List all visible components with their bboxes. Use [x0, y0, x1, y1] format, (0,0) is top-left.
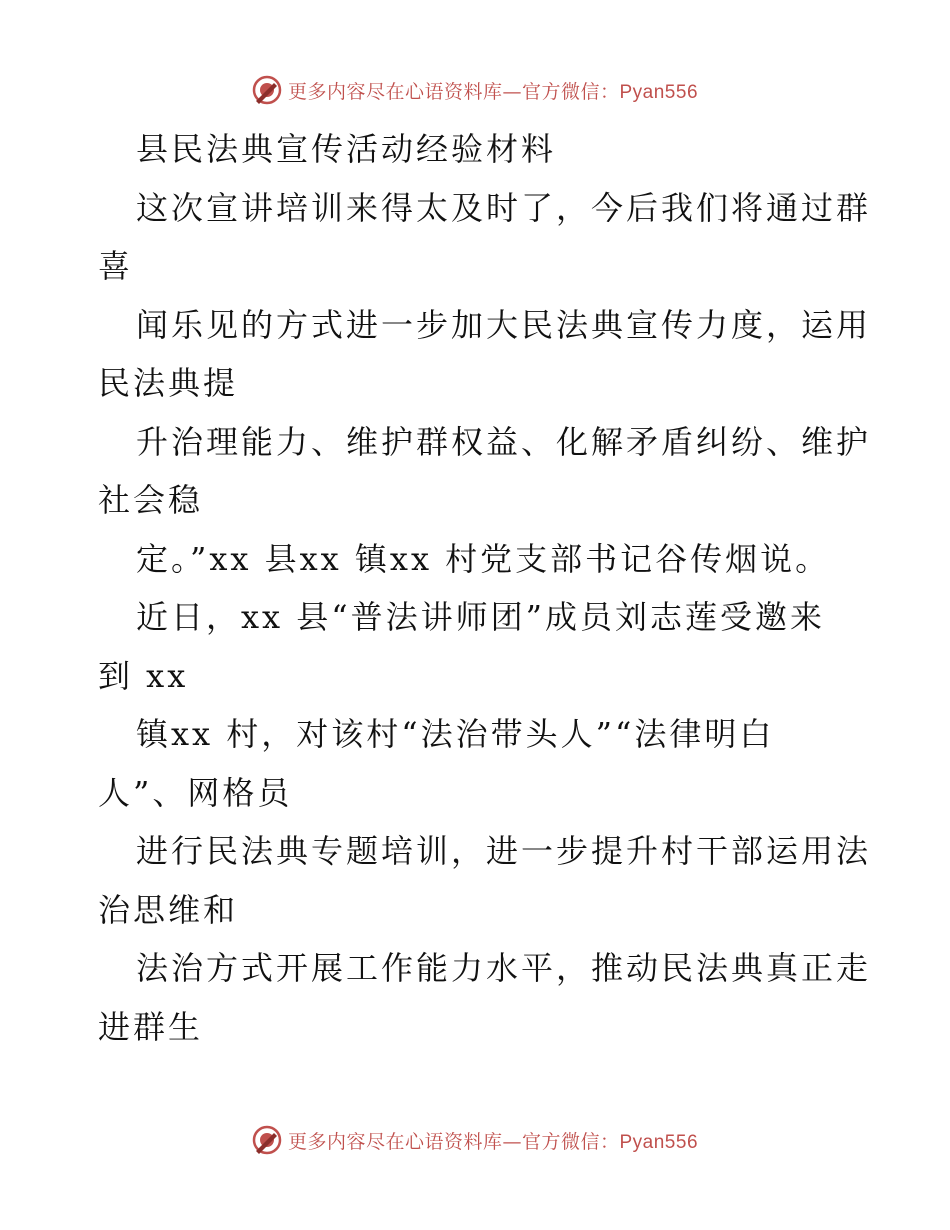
header-banner: [0, 70, 950, 110]
text-line: 升治理能力、维护群权益、化解矛盾纠纷、维护: [136, 422, 872, 461]
text-line: 人”、网格员: [98, 773, 293, 812]
text-line: 闻乐见的方式进一步加大民法典宣传力度，运用: [136, 305, 872, 344]
pen-logo-icon: [252, 1125, 282, 1155]
text-line: 治思维和: [98, 890, 239, 929]
text-line: 到 xx: [98, 656, 189, 695]
document-body: [98, 120, 872, 1056]
footer-banner: [0, 1120, 950, 1160]
wechat-id: Pyan556: [619, 1131, 699, 1153]
text-line: 定。”xx 县xx 镇xx 村党支部书记谷传烟说。: [136, 539, 831, 578]
text-line: 县民法典宣传活动经验材料: [136, 130, 557, 168]
text-line: 近日，xx 县“普法讲师团”成员刘志莲受邀来: [136, 598, 825, 636]
pen-logo-icon: [252, 75, 282, 105]
text-line: 镇xx 村，对该村“法治带头人”“法律明白: [136, 715, 775, 753]
header-banner-inner: [252, 75, 698, 105]
text-line: 进群生: [98, 1007, 204, 1046]
wechat-id: Pyan556: [619, 81, 699, 103]
text-line: 喜: [98, 247, 134, 285]
text-line: 民法典提: [98, 364, 239, 402]
banner-text: 更多内容尽在心语资料库—官方微信：Pyan556: [287, 80, 699, 103]
text-line: 社会稳: [98, 481, 204, 519]
text-line: 进行民法典专题培训，进一步提升村干部运用法: [136, 832, 872, 870]
text-line: 这次宣讲培训来得太及时了，今后我们将通过群: [136, 188, 872, 227]
footer-banner-inner: [252, 1125, 698, 1155]
banner-text: 更多内容尽在心语资料库—官方微信：Pyan556: [287, 1130, 699, 1153]
text-line: 法治方式开展工作能力水平，推动民法典真正走: [136, 949, 872, 987]
